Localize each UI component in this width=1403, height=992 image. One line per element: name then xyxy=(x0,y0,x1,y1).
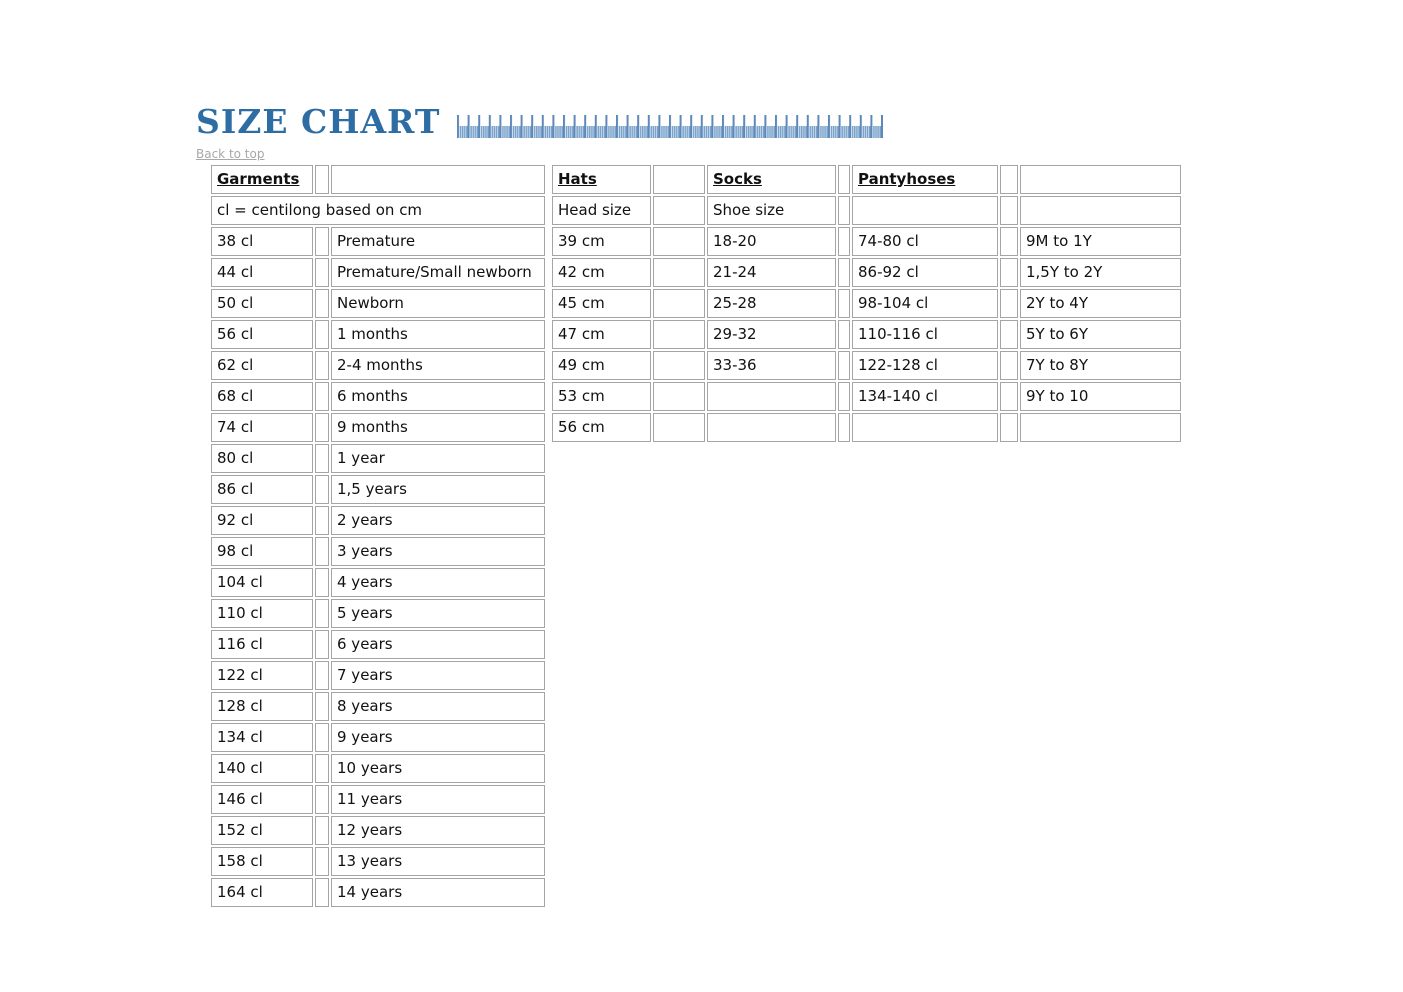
empty-cell xyxy=(315,661,329,690)
pantyhoses-age-cell: 7Y to 8Y xyxy=(1020,351,1181,380)
table-row xyxy=(211,258,1181,287)
empty-cell xyxy=(838,382,850,411)
empty-cell xyxy=(838,289,850,318)
table-row xyxy=(211,537,1181,566)
pantyhoses-size-cell: 122-128 cl xyxy=(852,351,998,380)
garments-desc-cell: Newborn xyxy=(331,289,545,318)
table-row xyxy=(211,444,1181,473)
spacer-cell xyxy=(547,413,550,442)
garments-size-cell: 104 cl xyxy=(211,568,313,597)
empty-cell xyxy=(653,320,705,349)
pantyhoses-size-cell: 86-92 cl xyxy=(852,258,998,287)
table-row xyxy=(211,599,1181,628)
empty-cell xyxy=(1000,413,1018,442)
garments-desc-cell: 1,5 years xyxy=(331,475,545,504)
empty-cell xyxy=(653,258,705,287)
empty-cell xyxy=(315,444,329,473)
garments-desc-cell: 9 months xyxy=(331,413,545,442)
pantyhoses-size-cell: 98-104 cl xyxy=(852,289,998,318)
garments-desc-cell: 13 years xyxy=(331,847,545,876)
garments-desc-cell: 2 years xyxy=(331,506,545,535)
garments-size-cell: 68 cl xyxy=(211,382,313,411)
hats-size-cell: 39 cm xyxy=(552,227,651,256)
empty-cell xyxy=(315,754,329,783)
table-row xyxy=(211,568,1181,597)
back-to-top-link[interactable]: Back to top xyxy=(196,147,265,161)
garments-size-cell: 62 cl xyxy=(211,351,313,380)
garments-desc-cell: 3 years xyxy=(331,537,545,566)
pantyhoses-size-cell: 134-140 cl xyxy=(852,382,998,411)
garments-size-cell: 50 cl xyxy=(211,289,313,318)
empty-cell xyxy=(315,258,329,287)
empty-cell xyxy=(315,506,329,535)
empty-cell xyxy=(315,692,329,721)
socks-size-cell: 21-24 xyxy=(707,258,836,287)
table-row xyxy=(211,382,1181,411)
empty-cell xyxy=(315,351,329,380)
table-row xyxy=(211,413,1181,442)
table-row xyxy=(211,878,1181,907)
empty-cell xyxy=(315,847,329,876)
table-row xyxy=(211,475,1181,504)
garments-desc-cell: 6 months xyxy=(331,382,545,411)
table-row xyxy=(211,196,1181,225)
empty-cell xyxy=(653,165,705,194)
garments-size-cell: 128 cl xyxy=(211,692,313,721)
empty-cell xyxy=(1000,289,1018,318)
socks-header: Socks xyxy=(707,165,836,194)
empty-cell xyxy=(315,723,329,752)
garments-desc-cell: 6 years xyxy=(331,630,545,659)
empty-cell xyxy=(1000,196,1018,225)
socks-size-cell: 18-20 xyxy=(707,227,836,256)
empty-cell xyxy=(838,320,850,349)
empty-cell xyxy=(838,258,850,287)
garments-size-cell: 86 cl xyxy=(211,475,313,504)
empty-cell xyxy=(838,351,850,380)
empty-cell xyxy=(315,599,329,628)
empty-cell xyxy=(315,537,329,566)
empty-cell xyxy=(331,165,545,194)
empty-cell xyxy=(315,630,329,659)
table-row xyxy=(211,351,1181,380)
table-row xyxy=(211,847,1181,876)
spacer-cell xyxy=(547,196,550,225)
garments-size-cell: 116 cl xyxy=(211,630,313,659)
garments-size-cell: 80 cl xyxy=(211,444,313,473)
empty-cell xyxy=(653,351,705,380)
garments-size-cell: 146 cl xyxy=(211,785,313,814)
garments-size-cell: 44 cl xyxy=(211,258,313,287)
garments-desc-cell: 1 year xyxy=(331,444,545,473)
table-row xyxy=(211,661,1181,690)
empty-cell xyxy=(315,289,329,318)
hats-subheader-cell: Head size xyxy=(552,196,651,225)
garments-size-cell: 98 cl xyxy=(211,537,313,566)
empty-cell xyxy=(315,568,329,597)
empty-cell xyxy=(315,413,329,442)
garments-desc-cell: 12 years xyxy=(331,816,545,845)
socks-size-cell: 29-32 xyxy=(707,320,836,349)
hats-size-cell: 45 cm xyxy=(552,289,651,318)
empty-cell xyxy=(838,196,850,225)
hats-size-cell: 47 cm xyxy=(552,320,651,349)
hats-size-cell: 56 cm xyxy=(552,413,651,442)
hats-size-cell: 42 cm xyxy=(552,258,651,287)
socks-subheader-cell: Shoe size xyxy=(707,196,836,225)
empty-cell xyxy=(315,165,329,194)
empty-cell xyxy=(1000,227,1018,256)
garments-desc-cell: 4 years xyxy=(331,568,545,597)
pantyhoses-age-cell: 2Y to 4Y xyxy=(1020,289,1181,318)
socks-size-cell: 25-28 xyxy=(707,289,836,318)
garments-desc-cell: 11 years xyxy=(331,785,545,814)
empty-cell xyxy=(1000,320,1018,349)
garments-size-cell: 74 cl xyxy=(211,413,313,442)
table-row xyxy=(211,320,1181,349)
empty-cell xyxy=(1000,258,1018,287)
garments-size-cell: 122 cl xyxy=(211,661,313,690)
garments-desc-cell: 8 years xyxy=(331,692,545,721)
garments-size-cell: 38 cl xyxy=(211,227,313,256)
page-title: SIZE CHART xyxy=(196,102,441,141)
empty-cell xyxy=(653,382,705,411)
empty-cell xyxy=(1000,382,1018,411)
spacer-cell xyxy=(547,351,550,380)
spacer-cell xyxy=(547,258,550,287)
empty-cell xyxy=(653,227,705,256)
empty-cell xyxy=(315,227,329,256)
garments-desc-cell: 10 years xyxy=(331,754,545,783)
table-row xyxy=(211,630,1181,659)
empty-cell xyxy=(315,785,329,814)
garments-desc-cell: 14 years xyxy=(331,878,545,907)
page-header xyxy=(196,104,1383,140)
hats-header: Hats xyxy=(552,165,651,194)
pantyhoses-age-cell: 5Y to 6Y xyxy=(1020,320,1181,349)
hats-size-cell: 49 cm xyxy=(552,351,651,380)
empty-cell xyxy=(653,196,705,225)
pantyhoses-age-cell: 9M to 1Y xyxy=(1020,227,1181,256)
spacer-cell xyxy=(547,382,550,411)
pantyhoses-size-cell xyxy=(852,413,998,442)
empty-cell xyxy=(1020,196,1181,225)
empty-cell xyxy=(838,165,850,194)
pantyhoses-age-cell: 9Y to 10 xyxy=(1020,382,1181,411)
socks-size-cell: 33-36 xyxy=(707,351,836,380)
size-chart-table xyxy=(209,163,1183,909)
garments-size-cell: 56 cl xyxy=(211,320,313,349)
table-row xyxy=(211,816,1181,845)
empty-cell xyxy=(315,878,329,907)
garments-desc-cell: 7 years xyxy=(331,661,545,690)
table-row xyxy=(211,754,1181,783)
pantyhoses-size-cell: 74-80 cl xyxy=(852,227,998,256)
garments-size-cell: 158 cl xyxy=(211,847,313,876)
empty-cell xyxy=(653,413,705,442)
pantyhoses-subheader-cell xyxy=(852,196,998,225)
table-row xyxy=(211,785,1181,814)
table-row xyxy=(211,723,1181,752)
garments-size-cell: 164 cl xyxy=(211,878,313,907)
empty-cell xyxy=(838,227,850,256)
table-row xyxy=(211,506,1181,535)
pantyhoses-size-cell: 110-116 cl xyxy=(852,320,998,349)
garments-size-cell: 92 cl xyxy=(211,506,313,535)
garments-desc-cell: 2-4 months xyxy=(331,351,545,380)
garments-size-cell: 140 cl xyxy=(211,754,313,783)
pantyhoses-header: Pantyhoses xyxy=(852,165,998,194)
empty-cell xyxy=(1020,165,1181,194)
ruler-icon xyxy=(457,115,883,138)
empty-cell xyxy=(315,475,329,504)
socks-size-cell xyxy=(707,382,836,411)
empty-cell xyxy=(315,382,329,411)
garments-desc-cell: 1 months xyxy=(331,320,545,349)
garments-desc-cell: 9 years xyxy=(331,723,545,752)
empty-cell xyxy=(1000,165,1018,194)
spacer-cell xyxy=(547,289,550,318)
garments-desc-cell: 5 years xyxy=(331,599,545,628)
empty-cell xyxy=(315,320,329,349)
spacer-cell xyxy=(547,227,550,256)
table-row xyxy=(211,692,1181,721)
garments-desc-cell: Premature/Small newborn xyxy=(331,258,545,287)
empty-cell xyxy=(1000,351,1018,380)
socks-size-cell xyxy=(707,413,836,442)
table-row xyxy=(211,165,1181,194)
table-row xyxy=(211,289,1181,318)
garments-size-cell: 134 cl xyxy=(211,723,313,752)
garments-header: Garments xyxy=(211,165,313,194)
empty-cell xyxy=(653,289,705,318)
table-row xyxy=(211,227,1181,256)
garments-size-cell: 152 cl xyxy=(211,816,313,845)
spacer-cell xyxy=(547,165,550,194)
garments-desc-cell: Premature xyxy=(331,227,545,256)
garments-note-cell: cl = centilong based on cm xyxy=(211,196,545,225)
pantyhoses-age-cell: 1,5Y to 2Y xyxy=(1020,258,1181,287)
spacer-cell xyxy=(547,320,550,349)
garments-size-cell: 110 cl xyxy=(211,599,313,628)
empty-cell xyxy=(315,816,329,845)
empty-cell xyxy=(838,413,850,442)
hats-size-cell: 53 cm xyxy=(552,382,651,411)
pantyhoses-age-cell xyxy=(1020,413,1181,442)
